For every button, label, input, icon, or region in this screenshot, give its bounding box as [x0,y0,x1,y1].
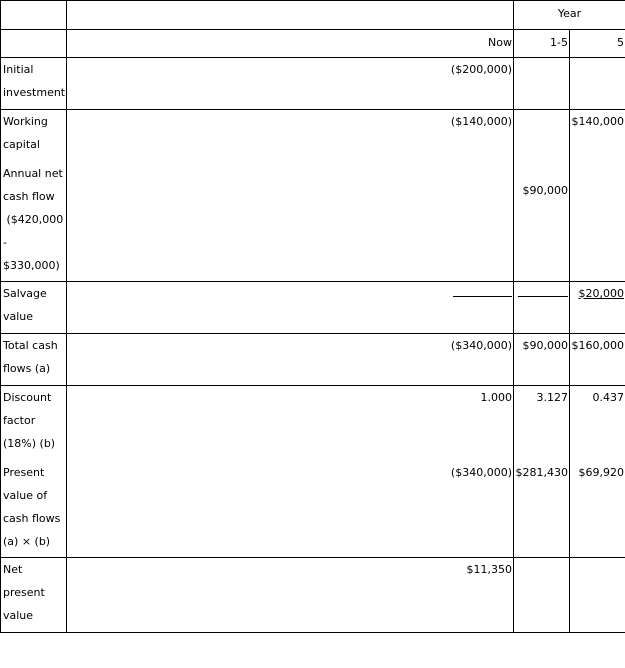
header-empty-now-cell [67,1,514,30]
value: ($140,000) [450,115,512,128]
net-present-value-year-5 [570,558,625,633]
discount-factor-year-5 [570,386,625,558]
label-line: cash flow [3,190,55,203]
working-capital-label [1,110,67,282]
total-cash-flows-years-1-5 [514,334,570,386]
salvage-value-now [67,282,514,334]
present-value-label: Present [3,466,45,479]
initial-investment-years-1-5 [514,58,570,110]
value: 3.127 [536,391,568,404]
discount-factor-label [1,386,67,558]
discount-factor-now [67,386,514,558]
value: $160,000 [571,339,625,352]
total-cash-flows-now [67,334,514,386]
label-line: flows (a) [3,362,51,375]
label-line: Working [3,115,48,128]
present-value-year-5: $69,920 [578,466,625,479]
value: $90,000 [522,339,568,352]
net-present-value-label [1,558,67,633]
value: $90,000 [522,184,568,197]
salvage-value-year-5 [570,282,625,334]
initial-investment-label [1,58,67,110]
blank-underline [518,282,568,297]
row-net-present-value [1,558,625,633]
initial-investment-now [67,58,514,110]
salvage-value-label [1,282,67,334]
spacer [514,110,568,179]
label-line: Total cash [3,339,58,352]
label-line: Discount [3,391,52,404]
working-capital-now [67,110,514,282]
label-line: value of [3,489,48,502]
total-cash-flows-label [1,334,67,386]
value: 1.000 [480,391,512,404]
year-label: Year [557,7,582,20]
label-line: capital [3,138,40,151]
spacer [514,409,568,461]
spacer [570,409,624,461]
row-salvage-value [1,282,625,334]
row-total-cash-flows [1,334,625,386]
blank-underline [453,282,512,297]
header-row-year [1,1,625,30]
initial-investment-year-5 [570,58,625,110]
label-line: (a) × (b) [3,535,51,548]
years-1-5-label: 1-5 [550,36,568,49]
label-line: investment [3,86,66,99]
value: ($200,000) [450,63,512,76]
now-header [67,30,514,58]
label-line: cash flows [3,512,61,525]
label-line: $330,000) [3,259,60,272]
row-initial-investment [1,58,625,110]
value: $20,000 [578,287,625,300]
discount-factor-years-1-5 [514,386,570,558]
header-empty-cell [1,30,67,58]
label-line: Net [3,563,23,576]
label-line: factor [3,414,36,427]
value: $11,350 [466,563,512,576]
row-working-capital [1,110,625,282]
annual-net-cash-flow-years-1-5 [514,110,570,282]
header-row-periods [1,30,625,58]
present-value-now: ($340,000) [450,466,512,479]
years-1-5-header [514,30,570,58]
value: 0.437 [592,391,625,404]
label-line: - [3,236,7,249]
label-line: present [3,586,45,599]
year-header [514,1,625,30]
working-capital-year-5 [570,110,625,282]
value: ($340,000) [450,339,512,352]
total-cash-flows-year-5 [570,334,625,386]
annual-net-cash-flow-label: Annual net [3,167,63,180]
spacer [67,409,512,461]
value: $140,000 [571,115,625,128]
year-5-header [570,30,625,58]
now-label: Now [488,36,512,49]
label-line: (18%) (b) [3,437,56,450]
net-present-value-years-1-5 [514,558,570,633]
label-line: value [3,609,34,622]
net-present-value-now [67,558,514,633]
present-value-years-1-5: $281,430 [515,466,568,479]
salvage-value-years-1-5 [514,282,570,334]
label-line: ($420,000 [3,213,64,226]
label-line: Initial [3,63,34,76]
row-discount-factor [1,386,625,558]
year-5-label: 5 [617,36,625,49]
header-empty-label-cell [1,1,67,30]
label-line: value [3,310,34,323]
label-line: Salvage [3,287,47,300]
